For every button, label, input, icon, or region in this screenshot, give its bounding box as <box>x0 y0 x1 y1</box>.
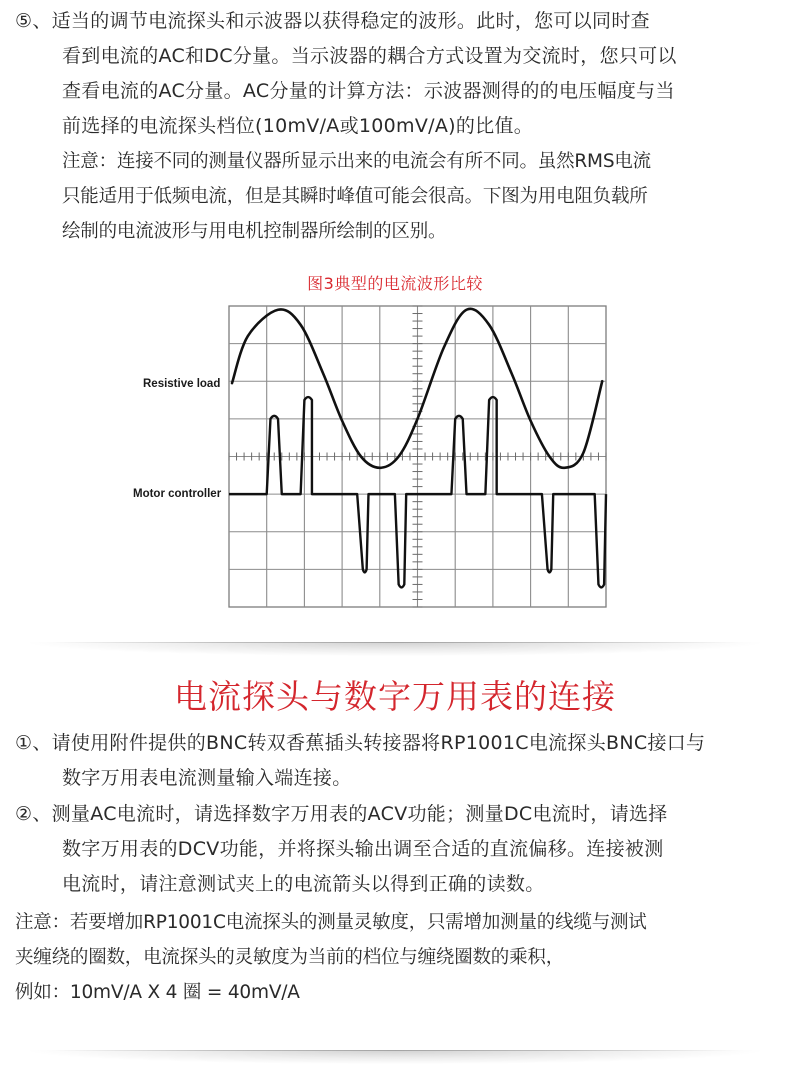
step5-line: 看到电流的AC和DC分量。当示波器的耦合方式设置为交流时，您只可以 <box>62 45 677 67</box>
note2-line: 注意：若要增加RP1001C电流探头的测量灵敏度，只需增加测量的线缆与测试 <box>15 912 647 933</box>
note2-line: 例如：10mV/A X 4 圈 = 40mV/A <box>15 982 300 1003</box>
step2-paragraph <box>15 797 668 902</box>
note1-line: 绘制的电流波形与用电机控制器所绘制的区别。 <box>62 221 447 242</box>
step1-line: 数字万用表电流测量输入端连接。 <box>62 767 352 789</box>
step5-line: 查看电流的AC分量。AC分量的计算方法：示波器测得的的电压幅度与当 <box>62 80 675 102</box>
note1-line: 注意：连接不同的测量仪器所显示出来的电流会有所不同。虽然RMS电流 <box>62 151 651 172</box>
section-divider <box>30 1050 760 1064</box>
step1-line: ①、请使用附件提供的BNC转双香蕉插头转接器将RP1001C电流探头BNC接口与 <box>15 732 706 754</box>
resistive-load-label: Resistive load <box>143 378 221 390</box>
note2-paragraph <box>15 905 647 1010</box>
step2-line: 数字万用表的DCV功能，并将探头输出调至合适的直流偏移。连接被测 <box>62 838 664 860</box>
step1-paragraph <box>15 726 705 796</box>
note1-line: 只能适用于低频电流，但是其瞬时峰值可能会很高。下图为用电阻负载所 <box>62 186 648 207</box>
figure-title: 图3典型的电流波形比较 <box>307 274 483 293</box>
section-divider <box>30 642 760 656</box>
note2-line: 夹缠绕的圈数，电流探头的灵敏度为当前的档位与缠绕圈数的乘积， <box>15 947 565 968</box>
step5-line: 前选择的电流探头档位(10mV/A或100mV/A)的比值。 <box>62 115 534 137</box>
step2-line: 电流时，请注意测试夹上的电流箭头以得到正确的读数。 <box>62 873 545 895</box>
section-heading: 电流探头与数字万用表的连接 <box>174 677 616 716</box>
step5-line: ⑤、适当的调节电流探头和示波器以获得稳定的波形。此时，您可以同时查 <box>15 10 650 32</box>
motor-controller-label: Motor controller <box>133 488 222 500</box>
step2-line: ②、测量AC电流时，请选择数字万用表的ACV功能；测量DC电流时，请选择 <box>15 803 668 825</box>
